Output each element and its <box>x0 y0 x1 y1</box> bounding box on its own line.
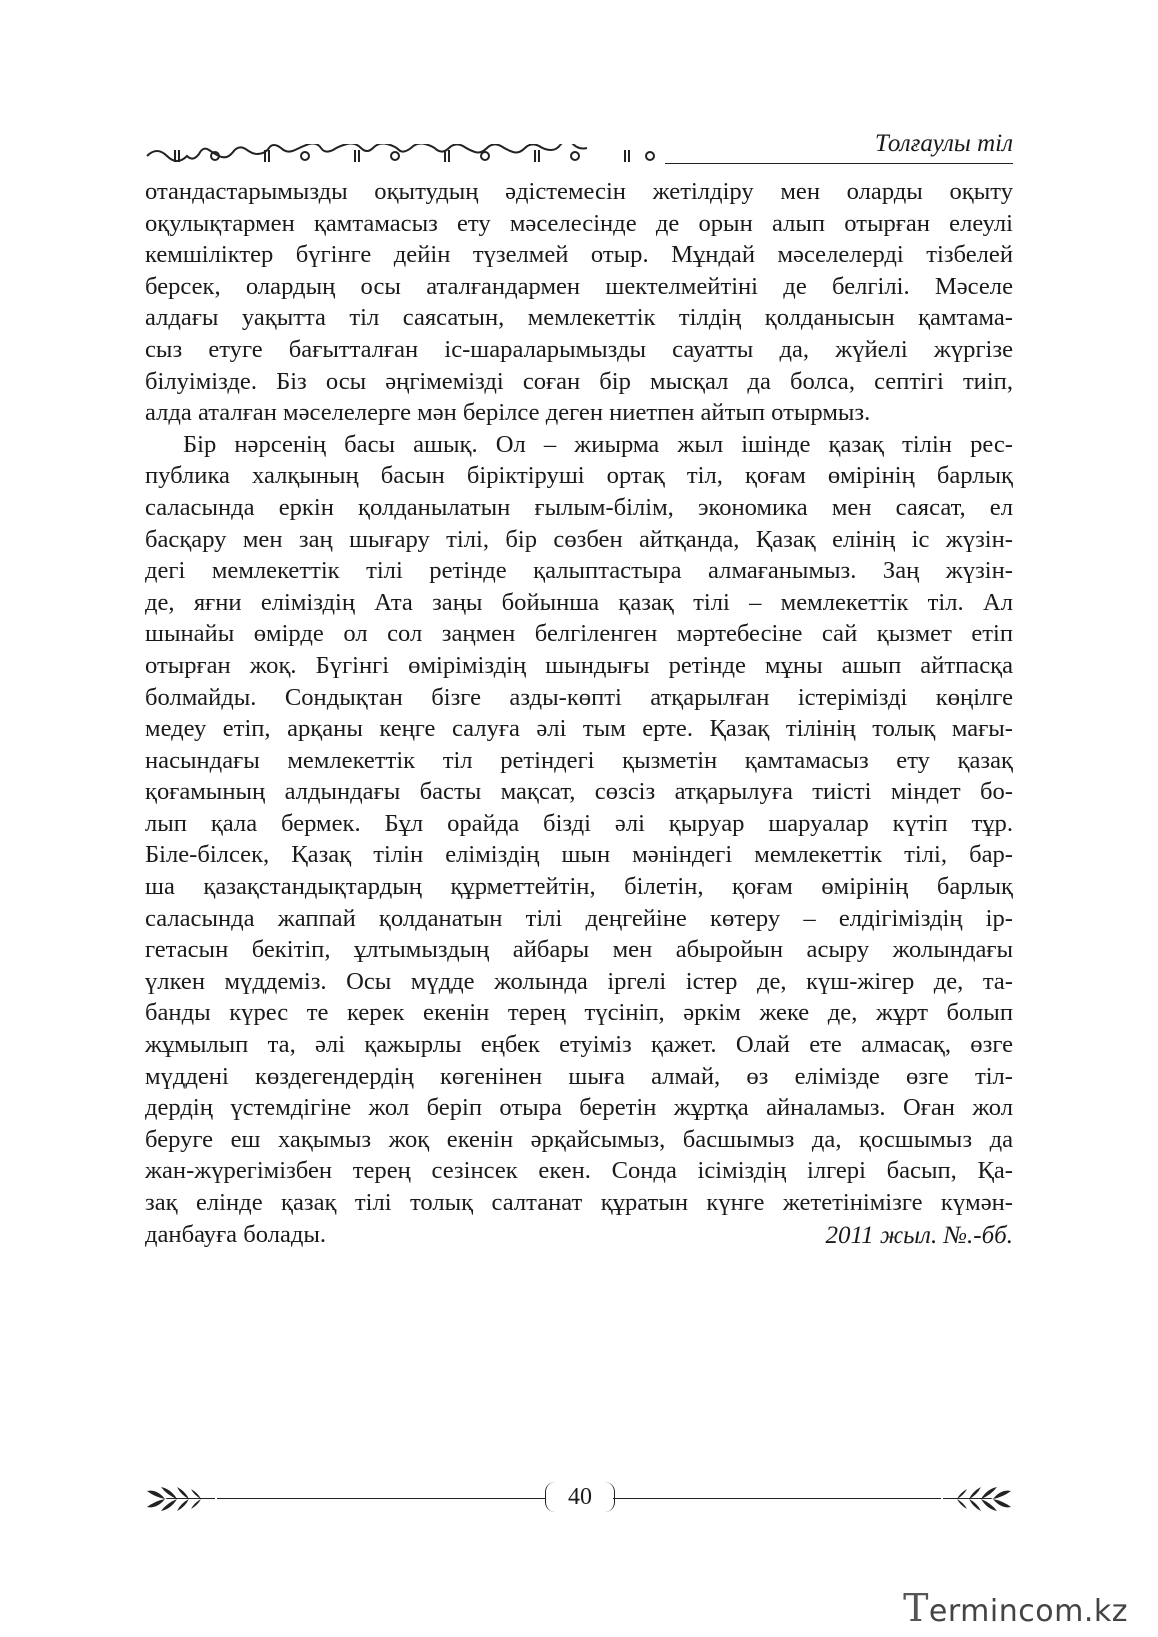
text-line: зақ елінде қазақ тілі толық салтанат құратын күнге жететінімізге күмән- <box>145 1189 1013 1216</box>
page-footer <box>145 1478 1013 1518</box>
text-line: шынайы өмірде ол сол заңмен белгіленген мәртебесіне сай қызмет етіп <box>145 620 1013 648</box>
text-line: дегі мемлекеттік тілі ретінде қалыптастыра алмағанымыз. Заң жүзін- <box>145 557 1013 585</box>
text-line: болмайды. Сондықтан бізге азды-көпті атқарылған істерімізді көңілге <box>145 683 1013 711</box>
text-line: отандастарымызды оқытудың әдістемесін жетілдіру мен оларды оқыту <box>145 178 1013 205</box>
text-line: медеу етіп, арқаны кеңге салуға әлі тым ерте. Қазақ тілінің толық мағы- <box>145 715 1013 743</box>
text-line: білуімізде. Біз осы әңгімемізді соған бір мысқал да болса, септігі тиіп, <box>145 367 1013 395</box>
text-line: де, яғни еліміздің Ата заңы бойынша қазақ тілі – мемлекеттік тіл. Ал <box>145 588 1013 616</box>
text-line: беруге еш хақымыз жоқ екенін әрқайсымыз, басшымыз да, қосшымыз да <box>145 1125 1013 1153</box>
text-line: дердің үстемдігіне жол беріп отыра беретін жұртқа айналамыз. Оған жол <box>145 1094 1013 1122</box>
text-line: гетасын бекітіп, ұлтымыздың айбары мен абыройын асыру жолындағы <box>145 936 1013 964</box>
footer-rule-left <box>217 1498 545 1499</box>
text-line: лып қала бермек. Бұл орайда бізді әлі қыруар шаруалар күтіп тұр. <box>145 809 1013 837</box>
text-line: жұмылып та, әлі қажырлы еңбек етуіміз қажет. Олай ете алмасақ, өзге <box>145 1031 1013 1059</box>
text-line: саласында еркін қолданылатын ғылым-білім, экономика мен саясат, ел <box>145 493 1013 521</box>
text-line: мүддені көздегендердің көгенінен шыға алмай, өз елімізде өзге тіл- <box>145 1062 1013 1090</box>
text-line: данбауға болады. <box>145 1220 327 1248</box>
leaf-ornament-icon <box>943 1484 1013 1514</box>
article-body <box>145 176 1013 1250</box>
page-number: 40 <box>545 1482 615 1512</box>
text-line: жан-жүрегімізбен терең сезінсек екен. Сонда ісіміздің ілгері басып, Қа- <box>145 1157 1013 1185</box>
source-signature: 2011 жыл. №.-бб. <box>825 1222 1013 1249</box>
text-line: үлкен мүддеміз. Осы мүдде жолында іргелі істер де, күш-жігер де, та- <box>145 967 1013 995</box>
text-line: алда аталған мәселелерге мән берілсе деген ниетпен айтып отырмыз. <box>145 399 871 427</box>
text-line: оқулықтармен қамтамасыз ету мәселесінде де орын алып отырған елеулі <box>145 209 1013 237</box>
text-line: сыз етуге бағытталған іс-шараларымызды сауатты да, жүйелі жүргізе <box>145 335 1013 363</box>
leaf-ornament-icon <box>145 1484 215 1514</box>
ornament-border-icon <box>145 144 665 166</box>
text-line: алдағы уақытта тіл саясатын, мемлекеттік тілдің қолданысын қамтама- <box>145 304 1013 332</box>
text-line: басқару мен заң шығару тілі, бір сөзбен айтқанда, Қазақ елінің іс жүзін- <box>145 525 1013 553</box>
text-line: Бір нәрсенің басы ашық. Ол – жиырма жыл ішінде қазақ тілін рес- <box>183 430 1013 458</box>
text-line: кемшіліктер бүгінге дейін түзелмей отыр. Мұндай мәселелерді тізбелей <box>145 241 1013 269</box>
header-rule <box>665 163 1013 164</box>
text-line: берсек, олардың осы аталғандармен шектелмейтіні де белгілі. Мәселе <box>145 272 1013 300</box>
footer-rule-right <box>613 1498 941 1499</box>
text-line: публика халқының басын біріктіруші ортақ тіл, қоғам өмірінің барлық <box>145 462 1013 490</box>
text-line: Біле-білсек, Қазақ тілін еліміздің шын мәніндегі мемлекеттік тілі, бар- <box>145 841 1013 869</box>
text-line: отырған жоқ. Бүгінгі өміріміздің шындығы ретінде мұны ашып айтпасқа <box>145 651 1013 679</box>
paragraph-1 <box>145 176 1013 429</box>
text-line: саласында жаппай қолданатын тілі деңгейіне көтеру – елдігіміздің ір- <box>145 904 1013 932</box>
text-line: қоғамының алдындағы басты мақсат, сөзсіз атқарылуға тиісті міндет бо- <box>145 778 1013 806</box>
text-line: банды күрес те керек екенін терең түсініп, әркім жеке де, жұрт болып <box>145 999 1013 1027</box>
text-line: ша қазақстандықтардың құрметтейтін, білетін, қоғам өмірінің барлық <box>145 873 1013 901</box>
paragraph-2 <box>145 429 1013 1250</box>
page-header <box>145 130 1013 168</box>
text-line: насындағы мемлекеттік тіл ретіндегі қызметін қамтамасыз ету қазақ <box>145 746 1013 774</box>
running-title: Толғаулы тіл <box>874 130 1013 157</box>
site-watermark: Termincom.kz <box>903 1586 1128 1630</box>
